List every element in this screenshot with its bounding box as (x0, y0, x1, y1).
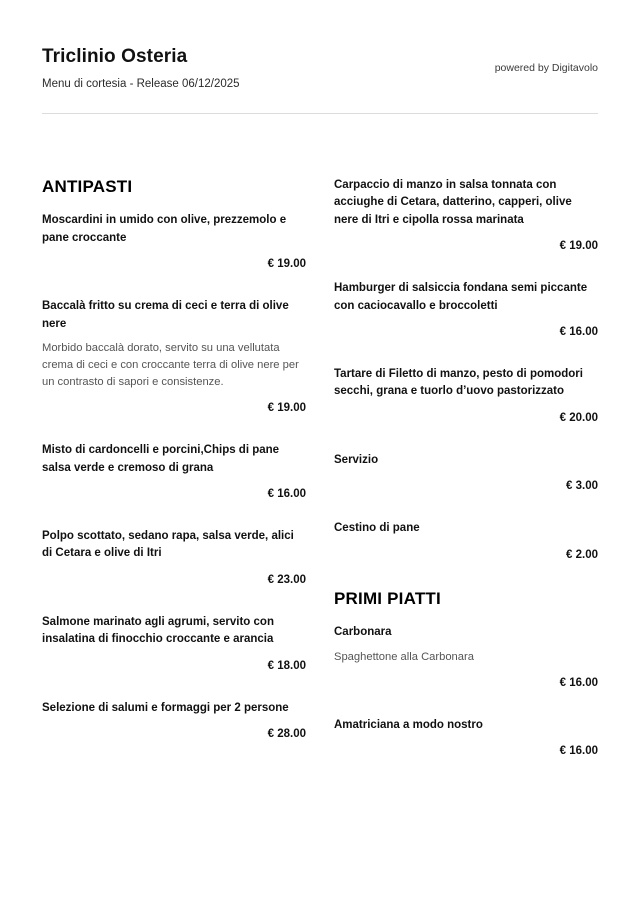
menu-item (334, 366, 598, 426)
menu-item-name: Moscardini in umido con olive, prezzemolo e pane croccante (42, 214, 287, 244)
menu-column-left (42, 177, 306, 759)
menu-item-price: € 23.00 (267, 573, 306, 586)
header-divider (42, 113, 598, 114)
menu-header (42, 0, 598, 114)
menu-item-name: Salmone marinato agli agrumi, servito con insalatina di finocchio croccante e arancia (42, 615, 274, 646)
menu-item (42, 298, 306, 416)
menu-item-price: € 20.00 (559, 411, 598, 424)
menu-item-name: Selezione di salumi e formaggi per 2 persone (42, 701, 289, 714)
header-row (42, 46, 598, 92)
menu-item-price: € 2.00 (566, 548, 598, 561)
menu-item-price: € 16.00 (559, 676, 598, 689)
menu-item-name: Carpaccio di manzo in salsa tonnata con acciughe di Cetara, datterino, capperi, olive nere di Itri e cipolla rossa marinata (334, 178, 572, 226)
menu-subtitle: Menu di cortesia - Release 06/12/2025 (42, 77, 240, 90)
menu-item (42, 212, 306, 272)
menu-item-price: € 16.00 (559, 326, 598, 339)
menu-item-name: Misto di cardoncelli e porcini,Chips di pane salsa verde e cremoso di grana (42, 444, 280, 474)
menu-item (42, 442, 306, 502)
menu-item-description: Morbido baccalà dorato, servito su una vellutata crema di ceci e con croccante terra di olive nere per un contrasto di sapori e consistenze. (42, 342, 299, 389)
section-heading-primi-piatti: PRIMI PIATTI (334, 588, 441, 608)
menu-item-name: Amatriciana a modo nostro (334, 718, 483, 731)
menu-item (334, 520, 598, 562)
restaurant-title: Triclinio Osteria (42, 46, 188, 67)
menu-item-price: € 16.00 (559, 745, 598, 758)
menu-item (334, 280, 598, 340)
menu-item (334, 177, 598, 254)
menu-item-name: Hamburger di salsiccia fondana semi piccante con caciocavallo e broccoletti (334, 282, 588, 312)
menu-item (42, 614, 306, 674)
menu-item-description: Spaghettone alla Carbonara (334, 650, 474, 663)
menu-item-price: € 19.00 (267, 258, 306, 271)
menu-item-name: Cestino di pane (334, 522, 420, 535)
menu-item-price: € 16.00 (267, 488, 306, 501)
menu-item-name: Servizio (334, 453, 379, 466)
menu-item-price: € 19.00 (559, 240, 598, 253)
menu-item-name: Baccalà fritto su crema di ceci e terra di olive nere (42, 300, 289, 330)
menu-item (42, 700, 306, 742)
menu-item-price: € 28.00 (267, 728, 306, 741)
section-heading-antipasti: ANTIPASTI (42, 176, 133, 196)
brand-block (42, 46, 240, 92)
menu-item-name: Tartare di Filetto di manzo, pesto di pomodori secchi, grana e tuorlo d’uovo pastorizzato (334, 367, 583, 398)
menu-column-right (334, 177, 598, 759)
menu-item (334, 624, 598, 690)
menu-item (334, 717, 598, 759)
menu-item-name: Polpo scottato, sedano rapa, salsa verde, alici di Cetara e olive di Itri (42, 529, 294, 560)
menu-item-name: Carbonara (334, 626, 392, 639)
menu-item-price: € 19.00 (267, 402, 306, 415)
menu-item (334, 452, 598, 494)
menu-item-price: € 3.00 (566, 480, 598, 493)
menu-columns (42, 177, 598, 759)
menu-item (42, 528, 306, 588)
powered-by-label: powered by Digitavolo (494, 62, 598, 74)
menu-item-price: € 18.00 (267, 659, 306, 672)
